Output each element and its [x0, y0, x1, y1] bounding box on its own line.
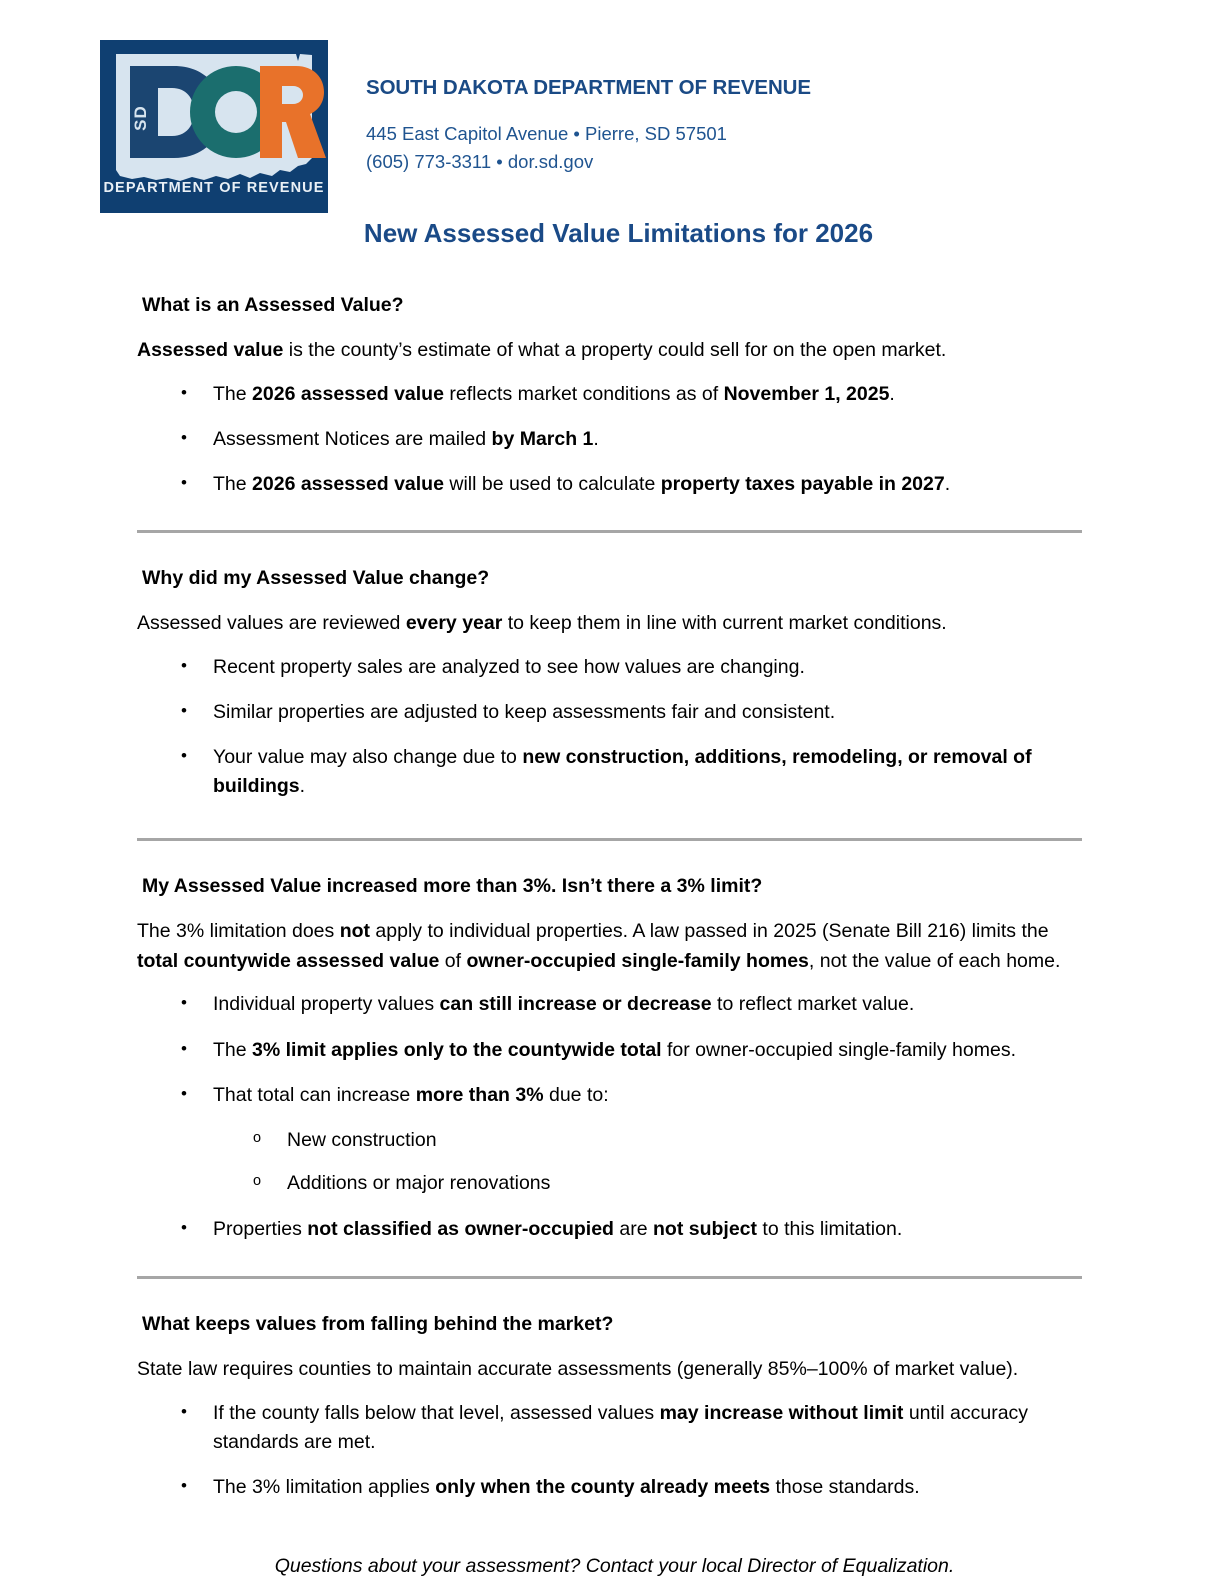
section-heading: My Assessed Value increased more than 3%. Isn’t there a 3% limit? [142, 874, 763, 897]
page-header [0, 0, 1219, 200]
list-item: • The 3% limit applies only to the countywide total for owner-occupied single-family homes. [137, 1036, 1082, 1065]
contact-line: (605) 773-3311 • dor.sd.gov [366, 151, 594, 173]
section-sub-bullet-list [137, 1126, 1082, 1199]
address-line: 445 East Capitol Avenue • Pierre, SD 57501 [366, 123, 727, 144]
list-item: • The 2026 assessed value reflects market conditions as of November 1, 2025. [137, 380, 1082, 409]
list-item: • That total can increase more than 3% due to: [137, 1081, 1082, 1110]
footer-note: Questions about your assessment? Contact your local Director of Equalization. [274, 1554, 955, 1577]
organization-info [366, 76, 1126, 177]
section-bullet-list [137, 1399, 1082, 1503]
svg-text:SD: SD [131, 105, 150, 131]
document-body [0, 249, 1219, 1578]
section-heading: What is an Assessed Value? [142, 294, 404, 316]
section-bullet-list [137, 653, 1082, 802]
section-paragraph: Assessed values are reviewed every year to keep them in line with current market conditions. [137, 612, 947, 635]
section-heading: Why did my Assessed Value change? [142, 566, 490, 589]
section-why-did-my-assessed-value-change [137, 533, 1082, 838]
sub-list-item: o Additions or major renovations [137, 1169, 1082, 1198]
page-title: New Assessed Value Limitations for 2026 [363, 218, 874, 248]
section-bullet-list [137, 380, 1082, 500]
organization-contact [366, 120, 1126, 177]
section-what-is-an-assessed-value [137, 249, 1082, 530]
section-paragraph: Assessed value is the county’s estimate of what a property could sell for on the open market. [137, 339, 947, 362]
list-item: • Individual property values can still increase or decrease to reflect market value. [137, 990, 1082, 1019]
organization-name: SOUTH DAKOTA DEPARTMENT OF REVENUE [366, 76, 811, 99]
list-item: • Properties not classified as owner-occupied are not subject to this limitation. [137, 1215, 1082, 1244]
section-bullet-list [137, 990, 1082, 1110]
section-paragraph: State law requires counties to maintain accurate assessments (generally 85%–100% of market value). [137, 1358, 1019, 1381]
logo-graphic [100, 40, 328, 213]
section-three-percent-limit [137, 841, 1082, 1276]
list-item: • The 2026 assessed value will be used to calculate property taxes payable in 2027. [137, 470, 1082, 499]
list-item: • Recent property sales are analyzed to see how values are changing. [137, 653, 1082, 682]
section-paragraph: The 3% limitation does not apply to individual properties. A law passed in 2025 (Senate Bill 216) limits the total countywide assessed value of owner-occupied single-family homes, not the value of each home. [137, 920, 1061, 972]
list-item: • Similar properties are adjusted to keep assessments fair and consistent. [137, 698, 1082, 727]
list-item: • Your value may also change due to new construction, additions, remodeling, or removal of buildings. [137, 743, 1082, 802]
department-logo [100, 40, 328, 213]
list-item: • Assessment Notices are mailed by March 1. [137, 425, 1082, 454]
svg-text:DEPARTMENT OF REVENUE: DEPARTMENT OF REVENUE [103, 180, 325, 196]
section-heading: What keeps values from falling behind the market? [142, 1312, 614, 1335]
section-trailing-bullet-list [137, 1215, 1082, 1244]
list-item: • The 3% limitation applies only when the county already meets those standards. [137, 1473, 1082, 1502]
list-item: • If the county falls below that level, assessed values may increase without limit until accuracy standards are met. [137, 1399, 1082, 1458]
sub-list-item: o New construction [137, 1126, 1082, 1155]
section-what-keeps-values-from-falling-behind [137, 1279, 1082, 1503]
